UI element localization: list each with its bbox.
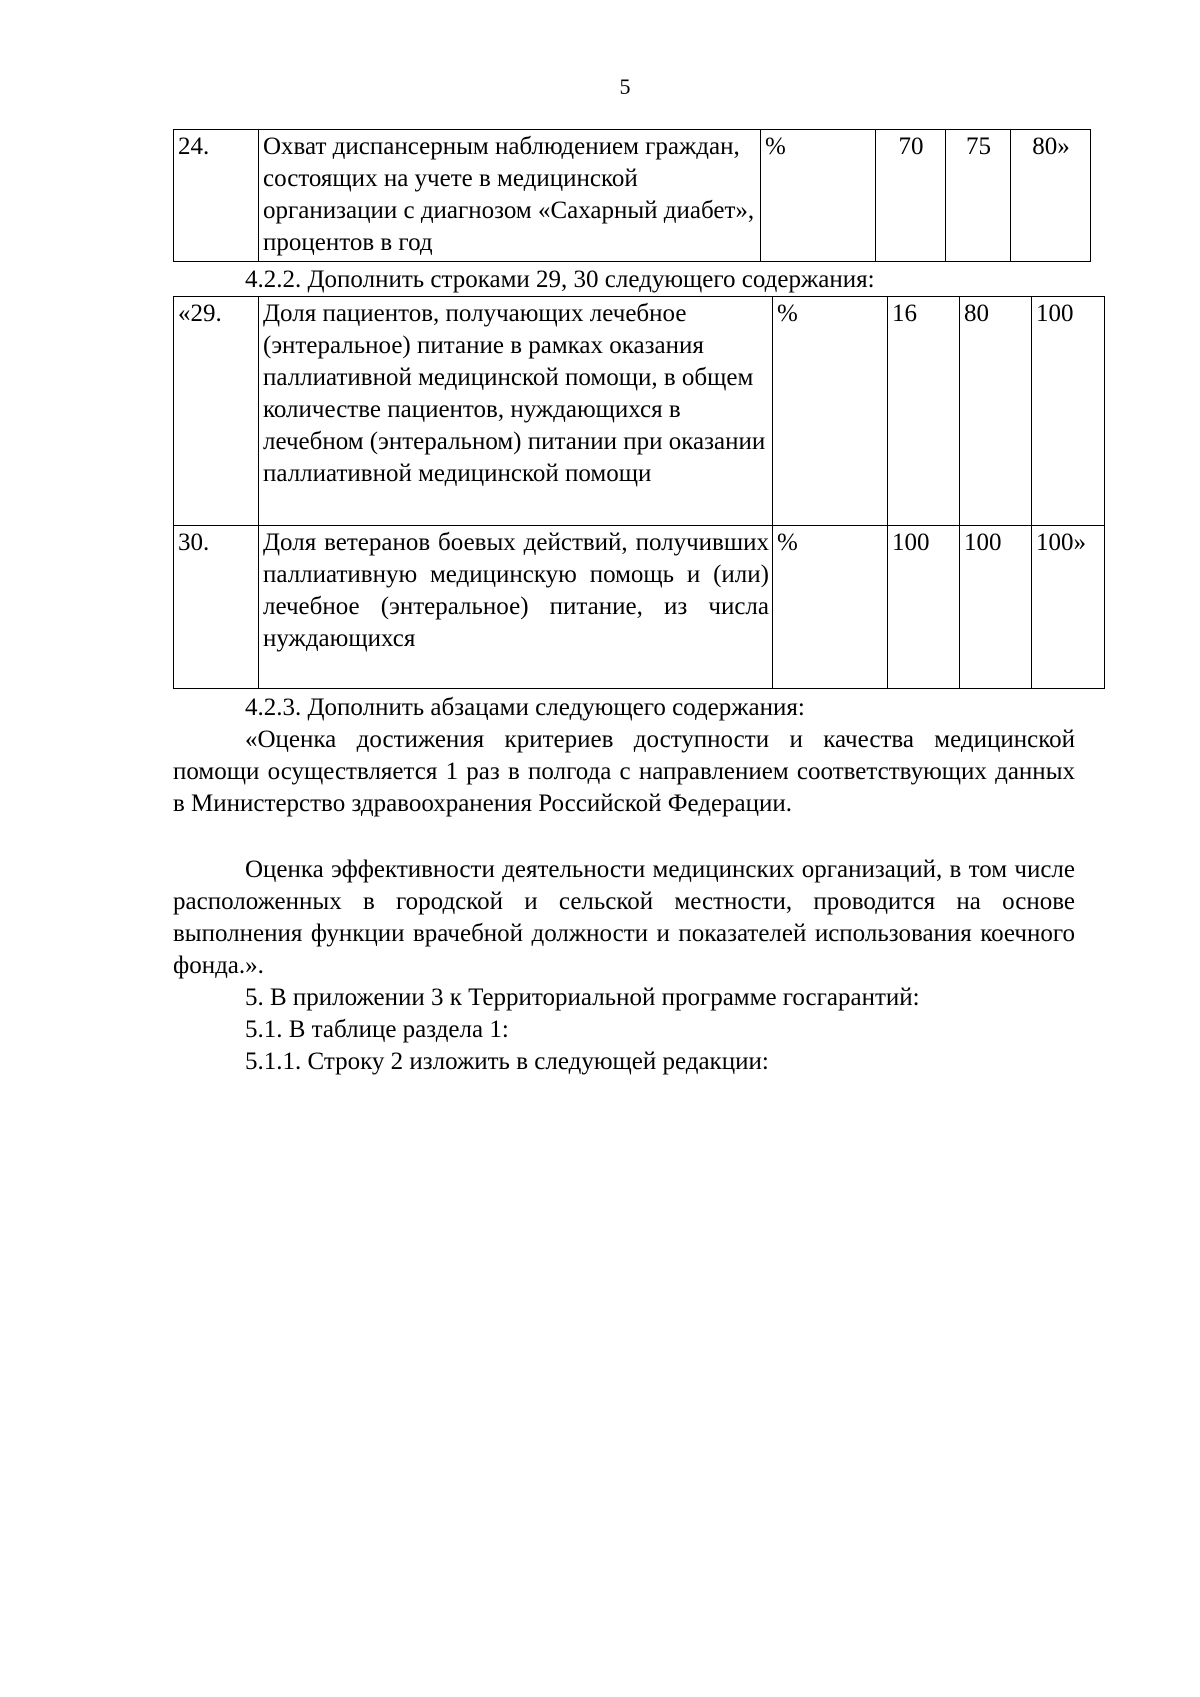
row-number: 30. bbox=[174, 526, 259, 689]
page-number: 5 bbox=[619, 74, 631, 99]
row-number: 24. bbox=[174, 130, 259, 262]
item-5-1-1: 5.1.1. Строку 2 изложить в следующей редакции: bbox=[245, 1048, 769, 1075]
item-5-1: 5.1. В таблице раздела 1: bbox=[245, 1016, 509, 1043]
value-cell-3: 100 bbox=[1032, 297, 1105, 526]
value-cell-1: 16 bbox=[888, 297, 960, 526]
unit-cell: % bbox=[761, 130, 876, 262]
paragraph-efficiency-assessment: Оценка эффективности деятельности медицинских организаций, в том числе расположенных в городской и сельской местности, проводится на основе выполнения функции врачебной должности и показателей использования коечного фонда.». bbox=[173, 856, 1075, 979]
value-cell-2: 100 bbox=[960, 526, 1032, 689]
table-row bbox=[174, 297, 1105, 526]
section-heading-4-2-2: 4.2.2. Дополнить строками 29, 30 следующего содержания: bbox=[245, 266, 875, 293]
item-5: 5. В приложении 3 к Территориальной программе госгарантий: bbox=[245, 984, 920, 1011]
value-cell-3: 80» bbox=[1011, 130, 1091, 262]
section-heading-4-2-3: 4.2.3. Дополнить абзацами следующего содержания: bbox=[245, 694, 805, 721]
unit-cell: % bbox=[773, 526, 888, 689]
value-cell-1: 70 bbox=[876, 130, 946, 262]
paragraph-assessment-frequency: «Оценка достижения критериев доступности и качества медицинской помощи осуществляется 1 раз в полгода с направлением соответствующих данных в Министерство здравоохранения Российской Федерации. bbox=[173, 726, 1075, 817]
table-row bbox=[174, 526, 1105, 689]
row-number: «29. bbox=[174, 297, 259, 526]
unit-cell: % bbox=[773, 297, 888, 526]
value-cell-2: 75 bbox=[946, 130, 1011, 262]
table-row bbox=[174, 130, 1091, 262]
criteria-table-row-24 bbox=[173, 129, 1091, 262]
value-cell-2: 80 bbox=[960, 297, 1032, 526]
criterion-text: Охват диспансерным наблюдением граждан, состоящих на учете в медицинской организации с диагнозом «Сахарный диабет», процентов в год bbox=[259, 130, 761, 262]
value-cell-1: 100 bbox=[888, 526, 960, 689]
criterion-text: Доля пациентов, получающих лечебное (энтеральное) питание в рамках оказания паллиативной медицинской помощи, в общем количестве пациентов, нуждающихся в лечебном (энтеральном) питании при оказании паллиативной медицинской помощи bbox=[259, 297, 773, 526]
value-cell-3: 100» bbox=[1032, 526, 1105, 689]
criteria-table-rows-29-30 bbox=[173, 296, 1105, 689]
criterion-text: Доля ветеранов боевых действий, получивших паллиативную медицинскую помощь и (или) лечебное (энтеральное) питание, из числа нуждающихся bbox=[259, 526, 773, 689]
